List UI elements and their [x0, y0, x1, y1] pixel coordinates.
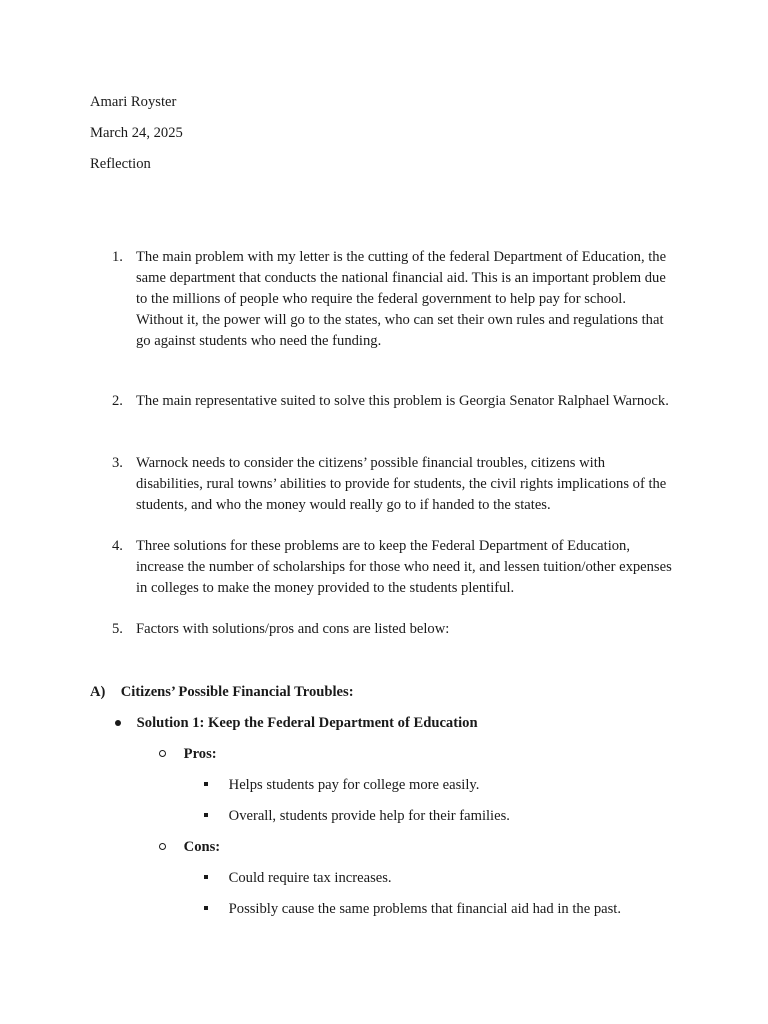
author-name: Amari Royster [90, 94, 177, 110]
pro-item [204, 807, 510, 825]
bullet-circle-icon [159, 750, 166, 757]
list-item-number: 5. [112, 621, 123, 637]
section-label: A) [90, 684, 106, 700]
con-item [204, 900, 621, 918]
list-item [112, 536, 672, 599]
list-item [112, 453, 672, 516]
list-item [112, 619, 672, 640]
pros-row [159, 745, 217, 763]
bullet-square-icon [204, 782, 208, 786]
list-item-text: Warnock needs to consider the citizens’ possible financial troubles, citizens with disabilities, rural towns’ abilities to provide for students, the civil rights implications of the students, and who the money would really go to if handed to the states. [136, 455, 667, 513]
con-text: Possibly cause the same problems that financial aid had in the past. [228, 901, 621, 917]
bullet-circle-icon [159, 843, 166, 850]
bullet-disc-icon [115, 720, 121, 726]
bullet-square-icon [204, 813, 208, 817]
con-text: Could require tax increases. [228, 870, 392, 886]
pro-item [204, 776, 479, 794]
list-item-text: The main problem with my letter is the cutting of the federal Department of Education, the same department that conducts the national financial aid. This is an important problem due to the millions of people who require the federal government to help pay for school. Without it, the power will go to the states, who can set their own rules and regulations that go against students who need the funding. [136, 249, 667, 349]
list-item-text: Factors with solutions/pros and cons are listed below: [136, 621, 450, 637]
bullet-square-icon [204, 875, 208, 879]
section-title: Citizens’ Possible Financial Troubles: [120, 684, 354, 700]
bullet-square-icon [204, 906, 208, 910]
list-item-number: 2. [112, 393, 123, 409]
list-item-text: Three solutions for these problems are to keep the Federal Department of Education, increase the number of scholarships for those who need it, and lessen tuition/other expenses in colleges to make the money provided to the students plentiful. [136, 538, 672, 596]
solution-title: Solution 1: Keep the Federal Department of Education [136, 715, 478, 731]
pro-text: Helps students pay for college more easily. [228, 777, 480, 793]
list-item-number: 3. [112, 455, 123, 471]
list-item-text: The main representative suited to solve this problem is Georgia Senator Ralphael Warnock. [136, 393, 669, 409]
pros-label: Pros: [183, 746, 217, 762]
solution-row [115, 714, 478, 732]
section-heading [90, 683, 354, 701]
list-item [112, 247, 672, 352]
list-item [112, 391, 672, 412]
cons-label: Cons: [183, 839, 221, 855]
pro-text: Overall, students provide help for their families. [228, 808, 510, 824]
list-item-number: 4. [112, 538, 123, 554]
con-item [204, 869, 392, 887]
document-title: Reflection [90, 156, 151, 172]
list-item-number: 1. [112, 249, 123, 265]
document-date: March 24, 2025 [90, 125, 183, 141]
cons-row [159, 838, 220, 856]
